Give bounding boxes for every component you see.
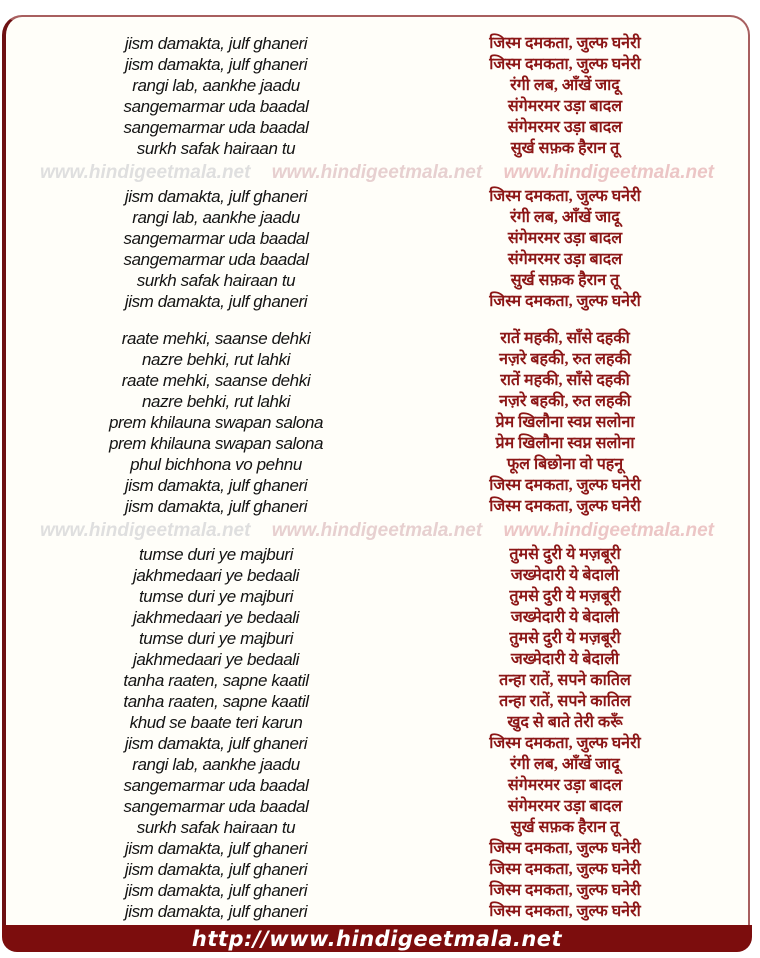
watermark-row-1 xyxy=(6,159,748,186)
footer-url-link[interactable]: http://www.hindigeetmala.net xyxy=(191,926,563,951)
lyric-line xyxy=(6,433,748,454)
lyric-line-latin: tanha raaten, sapne kaatil xyxy=(123,671,309,690)
lyric-line-hindi: तन्हा रातें, सपने कातिल xyxy=(499,672,631,689)
lyrics-frame xyxy=(2,15,750,925)
watermark-text: www.hindigeetmala.net xyxy=(503,519,714,541)
lyric-line xyxy=(6,496,748,517)
lyric-line-latin: nazre behki, rut lahki xyxy=(141,350,291,369)
lyric-line-latin: jakhmedaari ye bedaali xyxy=(132,608,300,627)
lyric-line-hindi: प्रेम खिलौना स्वप्न सलोना xyxy=(495,414,635,431)
lyric-line-latin: prem khilauna swapan salona xyxy=(108,434,324,453)
stanza-3 xyxy=(6,328,748,517)
lyric-line-latin: sangemarmar uda baadal xyxy=(123,118,309,137)
lyric-line-hindi: सुर्ख सफ़क हैरान तू xyxy=(510,819,620,836)
lyric-line-latin: tumse duri ye majburi xyxy=(138,587,294,606)
lyric-line-latin: sangemarmar uda baadal xyxy=(123,250,309,269)
lyric-line-latin: raate mehki, saanse dehki xyxy=(121,329,311,348)
lyric-line-latin: tanha raaten, sapne kaatil xyxy=(123,692,309,711)
stanza-4 xyxy=(6,544,748,922)
lyric-line-latin: jism damakta, julf ghaneri xyxy=(124,902,308,921)
lyric-line xyxy=(6,33,748,54)
lyric-line-latin: jism damakta, julf ghaneri xyxy=(124,34,308,53)
lyric-line-hindi: जिस्म दमकता, जुल्फ घनेरी xyxy=(489,293,641,310)
lyric-line xyxy=(6,649,748,670)
lyric-line-latin: rangi lab, aankhe jaadu xyxy=(132,208,300,227)
lyric-line xyxy=(6,349,748,370)
lyric-line-latin: jism damakta, julf ghaneri xyxy=(124,839,308,858)
lyric-line xyxy=(6,838,748,859)
lyric-line-hindi: नज़रे बहकी, रुत लहकी xyxy=(499,393,631,410)
lyric-line xyxy=(6,475,748,496)
lyric-line-latin: sangemarmar uda baadal xyxy=(123,229,309,248)
lyric-line-latin: raate mehki, saanse dehki xyxy=(121,371,311,390)
lyric-line xyxy=(6,754,748,775)
lyric-line xyxy=(6,565,748,586)
lyric-line xyxy=(6,628,748,649)
lyric-line-latin: jism damakta, julf ghaneri xyxy=(124,881,308,900)
lyric-line xyxy=(6,391,748,412)
lyric-line xyxy=(6,796,748,817)
lyric-line-hindi: तन्हा रातें, सपने कातिल xyxy=(499,693,631,710)
watermark-text: www.hindigeetmala.net xyxy=(271,519,483,541)
footer-bar xyxy=(2,925,752,952)
lyric-line-latin: rangi lab, aankhe jaadu xyxy=(132,76,300,95)
lyric-line xyxy=(6,691,748,712)
lyric-line xyxy=(6,75,748,96)
lyric-line-hindi: खुद से बाते तेरी करूँ xyxy=(507,714,623,731)
stanza-2 xyxy=(6,186,748,312)
stanza-gap xyxy=(6,312,748,328)
lyric-line-latin: jism damakta, julf ghaneri xyxy=(124,292,308,311)
lyric-line-hindi: जिस्म दमकता, जुल्फ घनेरी xyxy=(489,903,641,920)
lyric-line xyxy=(6,901,748,922)
watermark-text: www.hindigeetmala.net xyxy=(40,519,251,541)
lyric-line-latin: rangi lab, aankhe jaadu xyxy=(132,755,300,774)
lyric-line-latin: phul bichhona vo pehnu xyxy=(130,455,302,474)
lyric-line xyxy=(6,249,748,270)
lyric-line-hindi: प्रेम खिलौना स्वप्न सलोना xyxy=(495,435,635,452)
lyric-line xyxy=(6,544,748,565)
lyric-line xyxy=(6,733,748,754)
lyric-line-hindi: संगेमरमर उड़ा बादल xyxy=(507,798,623,815)
lyric-line-hindi: जिस्म दमकता, जुल्फ घनेरी xyxy=(489,840,641,857)
lyric-line-hindi: रातें महकी, साँसे दहकी xyxy=(500,330,630,347)
lyric-line-hindi: तुमसे दुरी ये मज़बूरी xyxy=(509,588,621,605)
lyric-line xyxy=(6,207,748,228)
lyric-line-latin: tumse duri ye majburi xyxy=(138,545,294,564)
lyric-line xyxy=(6,117,748,138)
lyric-line xyxy=(6,817,748,838)
lyric-line xyxy=(6,712,748,733)
lyric-line-hindi: सुर्ख सफ़क हैरान तू xyxy=(510,140,620,157)
lyric-line-hindi: रातें महकी, साँसे दहकी xyxy=(500,372,630,389)
lyric-line-hindi: रंगी लब, आँखें जादू xyxy=(510,756,620,773)
lyric-line xyxy=(6,54,748,75)
lyric-line-hindi: संगेमरमर उड़ा बादल xyxy=(507,230,623,247)
lyric-line xyxy=(6,670,748,691)
lyric-line-hindi: जिस्म दमकता, जुल्फ घनेरी xyxy=(489,35,641,52)
watermark-text: www.hindigeetmala.net xyxy=(503,161,714,183)
lyric-line-latin: jism damakta, julf ghaneri xyxy=(124,734,308,753)
lyric-line-latin: jism damakta, julf ghaneri xyxy=(124,497,308,516)
lyric-line-hindi: जिस्म दमकता, जुल्फ घनेरी xyxy=(489,882,641,899)
lyric-line-hindi: संगेमरमर उड़ा बादल xyxy=(507,119,623,136)
lyric-line-hindi: जख्मेदारी ये बेदाली xyxy=(510,651,620,668)
lyric-line-hindi: तुमसे दुरी ये मज़बूरी xyxy=(509,546,621,563)
lyric-line-latin: surkh safak hairaan tu xyxy=(136,271,296,290)
lyric-line-hindi: जिस्म दमकता, जुल्फ घनेरी xyxy=(489,735,641,752)
lyric-line-latin: jism damakta, julf ghaneri xyxy=(124,187,308,206)
lyric-line-latin: jakhmedaari ye bedaali xyxy=(132,650,300,669)
lyric-line-hindi: जिस्म दमकता, जुल्फ घनेरी xyxy=(489,477,641,494)
watermark-text: www.hindigeetmala.net xyxy=(40,161,251,183)
lyric-line xyxy=(6,586,748,607)
lyric-line-hindi: जख्मेदारी ये बेदाली xyxy=(510,567,620,584)
lyric-line xyxy=(6,186,748,207)
lyric-line-latin: jakhmedaari ye bedaali xyxy=(132,566,300,585)
lyric-line xyxy=(6,328,748,349)
lyric-line xyxy=(6,291,748,312)
lyric-line xyxy=(6,138,748,159)
lyric-line-latin: khud se baate teri karun xyxy=(129,713,303,732)
lyric-line-hindi: रंगी लब, आँखें जादू xyxy=(510,209,620,226)
lyric-line xyxy=(6,607,748,628)
lyric-line-hindi: फूल बिछोना वो पहनू xyxy=(506,456,624,473)
lyric-line xyxy=(6,228,748,249)
lyric-line-latin: sangemarmar uda baadal xyxy=(123,776,309,795)
lyric-line-latin: surkh safak hairaan tu xyxy=(136,818,296,837)
lyric-line xyxy=(6,859,748,880)
lyric-line-hindi: संगेमरमर उड़ा बादल xyxy=(507,777,623,794)
stanza-1 xyxy=(6,33,748,159)
lyric-line-hindi: जिस्म दमकता, जुल्फ घनेरी xyxy=(489,861,641,878)
lyric-line-hindi: जख्मेदारी ये बेदाली xyxy=(510,609,620,626)
watermark-row-2 xyxy=(6,517,748,544)
lyric-line-latin: tumse duri ye majburi xyxy=(138,629,294,648)
lyric-line-latin: nazre behki, rut lahki xyxy=(141,392,291,411)
lyric-line-latin: jism damakta, julf ghaneri xyxy=(124,476,308,495)
lyric-line xyxy=(6,370,748,391)
lyric-line-latin: jism damakta, julf ghaneri xyxy=(124,55,308,74)
lyric-line-hindi: संगेमरमर उड़ा बादल xyxy=(507,251,623,268)
lyric-line-latin: prem khilauna swapan salona xyxy=(108,413,324,432)
lyric-line xyxy=(6,270,748,291)
lyrics-body xyxy=(6,17,748,922)
lyric-line-hindi: रंगी लब, आँखें जादू xyxy=(510,77,620,94)
lyric-line-latin: sangemarmar uda baadal xyxy=(123,797,309,816)
lyric-line-latin: surkh safak hairaan tu xyxy=(136,139,296,158)
lyric-line xyxy=(6,96,748,117)
lyric-line-hindi: जिस्म दमकता, जुल्फ घनेरी xyxy=(489,56,641,73)
lyric-line-latin: jism damakta, julf ghaneri xyxy=(124,860,308,879)
lyric-line-hindi: जिस्म दमकता, जुल्फ घनेरी xyxy=(489,188,641,205)
watermark-text: www.hindigeetmala.net xyxy=(271,161,483,183)
lyric-line-hindi: जिस्म दमकता, जुल्फ घनेरी xyxy=(489,498,641,515)
lyric-line-hindi: नज़रे बहकी, रुत लहकी xyxy=(499,351,631,368)
lyric-line xyxy=(6,454,748,475)
lyric-line xyxy=(6,880,748,901)
lyric-line-hindi: सुर्ख सफ़क हैरान तू xyxy=(510,272,620,289)
lyric-line-hindi: तुमसे दुरी ये मज़बूरी xyxy=(509,630,621,647)
lyric-line-hindi: संगेमरमर उड़ा बादल xyxy=(507,98,623,115)
lyric-line xyxy=(6,412,748,433)
lyric-line xyxy=(6,775,748,796)
lyric-line-latin: sangemarmar uda baadal xyxy=(123,97,309,116)
